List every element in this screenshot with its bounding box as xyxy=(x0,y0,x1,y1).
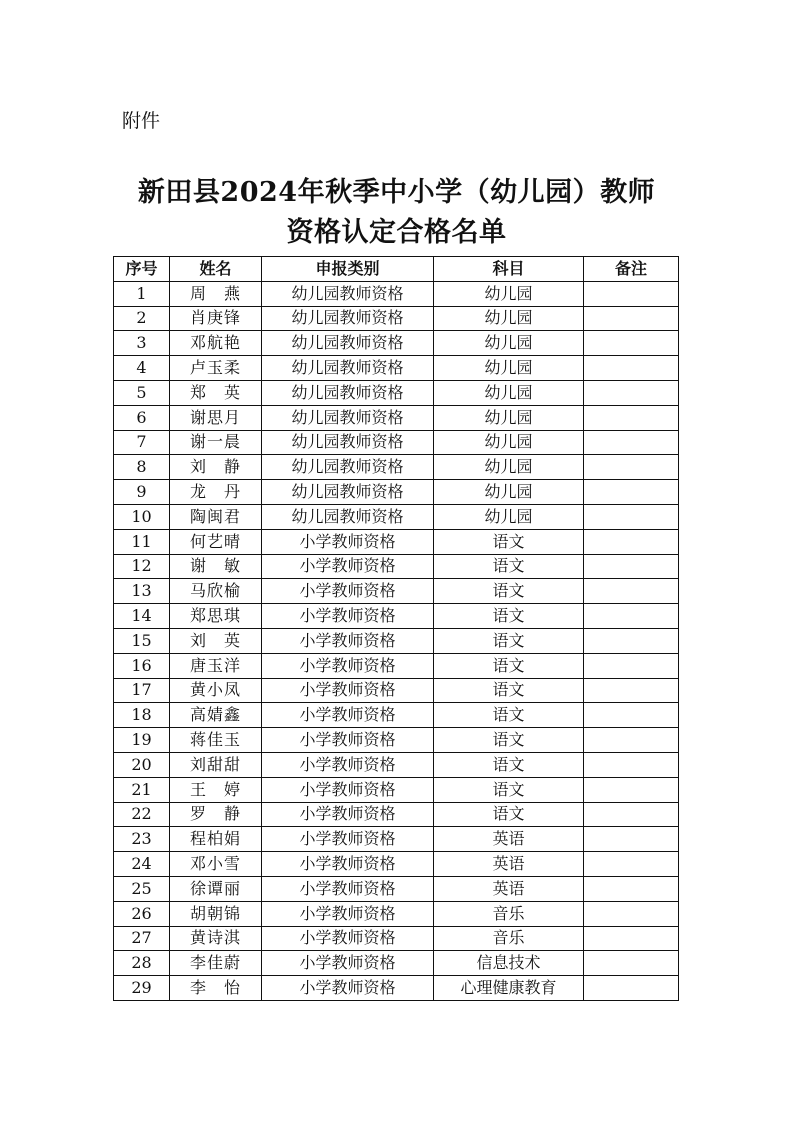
table-row xyxy=(114,901,679,926)
cell-name: 罗 静 xyxy=(170,802,262,827)
cell-serial-number: 13 xyxy=(114,579,170,604)
cell-notes xyxy=(584,901,679,926)
cell-name: 刘 静 xyxy=(170,455,262,480)
cell-application-type: 小学教师资格 xyxy=(262,604,434,629)
cell-name: 陶闽君 xyxy=(170,504,262,529)
table-row xyxy=(114,653,679,678)
cell-serial-number: 17 xyxy=(114,678,170,703)
cell-serial-number: 10 xyxy=(114,504,170,529)
cell-application-type: 小学教师资格 xyxy=(262,976,434,1001)
cell-subject: 幼儿园 xyxy=(434,281,584,306)
cell-serial-number: 19 xyxy=(114,728,170,753)
cell-application-type: 小学教师资格 xyxy=(262,554,434,579)
cell-serial-number: 11 xyxy=(114,529,170,554)
cell-name: 谢一晨 xyxy=(170,430,262,455)
qualified-teachers-table xyxy=(113,256,679,1001)
cell-name: 徐谭丽 xyxy=(170,876,262,901)
cell-subject: 语文 xyxy=(434,678,584,703)
cell-subject: 语文 xyxy=(434,554,584,579)
cell-name: 卢玉柔 xyxy=(170,356,262,381)
cell-serial-number: 8 xyxy=(114,455,170,480)
table-row xyxy=(114,728,679,753)
cell-notes xyxy=(584,926,679,951)
table-body xyxy=(114,281,679,1000)
cell-notes xyxy=(584,331,679,356)
header-subject: 科目 xyxy=(434,257,584,282)
table-row xyxy=(114,678,679,703)
cell-notes xyxy=(584,876,679,901)
cell-subject: 语文 xyxy=(434,653,584,678)
cell-subject: 语文 xyxy=(434,529,584,554)
cell-name: 何艺晴 xyxy=(170,529,262,554)
cell-serial-number: 15 xyxy=(114,628,170,653)
cell-serial-number: 25 xyxy=(114,876,170,901)
table-row xyxy=(114,430,679,455)
cell-name: 王 婷 xyxy=(170,777,262,802)
table-row xyxy=(114,628,679,653)
header-notes: 备注 xyxy=(584,257,679,282)
cell-application-type: 幼儿园教师资格 xyxy=(262,455,434,480)
cell-subject: 语文 xyxy=(434,752,584,777)
table-row xyxy=(114,306,679,331)
cell-application-type: 小学教师资格 xyxy=(262,777,434,802)
cell-name: 周 燕 xyxy=(170,281,262,306)
cell-name: 蒋佳玉 xyxy=(170,728,262,753)
cell-application-type: 幼儿园教师资格 xyxy=(262,331,434,356)
cell-subject: 幼儿园 xyxy=(434,405,584,430)
cell-subject: 英语 xyxy=(434,827,584,852)
cell-name: 马欣榆 xyxy=(170,579,262,604)
cell-application-type: 幼儿园教师资格 xyxy=(262,504,434,529)
cell-subject: 语文 xyxy=(434,802,584,827)
table-row xyxy=(114,876,679,901)
cell-subject: 语文 xyxy=(434,628,584,653)
cell-subject: 英语 xyxy=(434,852,584,877)
cell-serial-number: 23 xyxy=(114,827,170,852)
cell-application-type: 小学教师资格 xyxy=(262,901,434,926)
cell-name: 邓小雪 xyxy=(170,852,262,877)
table-row xyxy=(114,777,679,802)
cell-name: 黄诗淇 xyxy=(170,926,262,951)
table-row xyxy=(114,752,679,777)
cell-name: 程柏娟 xyxy=(170,827,262,852)
table-row xyxy=(114,480,679,505)
cell-serial-number: 26 xyxy=(114,901,170,926)
cell-name: 李 怡 xyxy=(170,976,262,1001)
cell-application-type: 小学教师资格 xyxy=(262,876,434,901)
cell-notes xyxy=(584,405,679,430)
cell-notes xyxy=(584,554,679,579)
cell-name: 郑 英 xyxy=(170,380,262,405)
cell-name: 胡朝锦 xyxy=(170,901,262,926)
cell-notes xyxy=(584,653,679,678)
cell-serial-number: 1 xyxy=(114,281,170,306)
cell-name: 邓航艳 xyxy=(170,331,262,356)
attachment-label: 附件 xyxy=(122,110,161,132)
cell-notes xyxy=(584,802,679,827)
cell-name: 郑思琪 xyxy=(170,604,262,629)
cell-serial-number: 20 xyxy=(114,752,170,777)
table-row xyxy=(114,827,679,852)
cell-subject: 语文 xyxy=(434,604,584,629)
cell-notes xyxy=(584,455,679,480)
cell-application-type: 小学教师资格 xyxy=(262,728,434,753)
cell-subject: 语文 xyxy=(434,703,584,728)
cell-notes xyxy=(584,604,679,629)
cell-application-type: 幼儿园教师资格 xyxy=(262,430,434,455)
cell-subject: 信息技术 xyxy=(434,951,584,976)
table-row xyxy=(114,281,679,306)
cell-application-type: 幼儿园教师资格 xyxy=(262,380,434,405)
cell-subject: 幼儿园 xyxy=(434,356,584,381)
document-title-line-1: 新田县2024年秋季中小学（幼儿园）教师 xyxy=(137,177,656,208)
cell-serial-number: 22 xyxy=(114,802,170,827)
table-row xyxy=(114,802,679,827)
header-application-type: 申报类别 xyxy=(262,257,434,282)
table-header-row xyxy=(114,257,679,282)
cell-serial-number: 27 xyxy=(114,926,170,951)
cell-name: 李佳蔚 xyxy=(170,951,262,976)
cell-notes xyxy=(584,579,679,604)
cell-serial-number: 16 xyxy=(114,653,170,678)
cell-serial-number: 21 xyxy=(114,777,170,802)
cell-serial-number: 2 xyxy=(114,306,170,331)
cell-application-type: 小学教师资格 xyxy=(262,802,434,827)
cell-subject: 英语 xyxy=(434,876,584,901)
table-row xyxy=(114,951,679,976)
cell-subject: 幼儿园 xyxy=(434,331,584,356)
cell-subject: 幼儿园 xyxy=(434,380,584,405)
table-row xyxy=(114,926,679,951)
cell-application-type: 小学教师资格 xyxy=(262,628,434,653)
cell-notes xyxy=(584,852,679,877)
cell-notes xyxy=(584,678,679,703)
cell-notes xyxy=(584,951,679,976)
cell-notes xyxy=(584,752,679,777)
cell-application-type: 幼儿园教师资格 xyxy=(262,306,434,331)
cell-subject: 心理健康教育 xyxy=(434,976,584,1001)
cell-application-type: 小学教师资格 xyxy=(262,529,434,554)
table-row xyxy=(114,604,679,629)
cell-notes xyxy=(584,504,679,529)
table-row xyxy=(114,405,679,430)
table-row xyxy=(114,529,679,554)
cell-application-type: 幼儿园教师资格 xyxy=(262,405,434,430)
cell-name: 高婧鑫 xyxy=(170,703,262,728)
table-row xyxy=(114,703,679,728)
cell-subject: 音乐 xyxy=(434,926,584,951)
cell-subject: 语文 xyxy=(434,728,584,753)
cell-subject: 音乐 xyxy=(434,901,584,926)
cell-name: 刘甜甜 xyxy=(170,752,262,777)
cell-notes xyxy=(584,380,679,405)
cell-application-type: 小学教师资格 xyxy=(262,653,434,678)
cell-subject: 幼儿园 xyxy=(434,480,584,505)
cell-serial-number: 9 xyxy=(114,480,170,505)
cell-name: 黄小凤 xyxy=(170,678,262,703)
cell-application-type: 小学教师资格 xyxy=(262,926,434,951)
cell-serial-number: 3 xyxy=(114,331,170,356)
table-row xyxy=(114,380,679,405)
table-row xyxy=(114,455,679,480)
cell-application-type: 小学教师资格 xyxy=(262,678,434,703)
table-row xyxy=(114,852,679,877)
cell-serial-number: 14 xyxy=(114,604,170,629)
table-row xyxy=(114,331,679,356)
cell-notes xyxy=(584,529,679,554)
table-row xyxy=(114,976,679,1001)
cell-notes xyxy=(584,703,679,728)
header-name: 姓名 xyxy=(170,257,262,282)
cell-serial-number: 12 xyxy=(114,554,170,579)
cell-application-type: 小学教师资格 xyxy=(262,579,434,604)
cell-notes xyxy=(584,827,679,852)
cell-application-type: 小学教师资格 xyxy=(262,951,434,976)
cell-subject: 幼儿园 xyxy=(434,455,584,480)
cell-subject: 语文 xyxy=(434,579,584,604)
cell-serial-number: 7 xyxy=(114,430,170,455)
table-row xyxy=(114,554,679,579)
cell-notes xyxy=(584,356,679,381)
cell-serial-number: 4 xyxy=(114,356,170,381)
cell-subject: 幼儿园 xyxy=(434,504,584,529)
cell-subject: 幼儿园 xyxy=(434,306,584,331)
cell-serial-number: 29 xyxy=(114,976,170,1001)
cell-notes xyxy=(584,430,679,455)
cell-application-type: 幼儿园教师资格 xyxy=(262,356,434,381)
cell-subject: 幼儿园 xyxy=(434,430,584,455)
cell-notes xyxy=(584,777,679,802)
cell-application-type: 小学教师资格 xyxy=(262,752,434,777)
cell-subject: 语文 xyxy=(434,777,584,802)
cell-name: 唐玉洋 xyxy=(170,653,262,678)
cell-name: 谢 敏 xyxy=(170,554,262,579)
cell-serial-number: 18 xyxy=(114,703,170,728)
cell-application-type: 幼儿园教师资格 xyxy=(262,281,434,306)
table-row xyxy=(114,579,679,604)
cell-notes xyxy=(584,628,679,653)
cell-name: 谢思月 xyxy=(170,405,262,430)
cell-serial-number: 5 xyxy=(114,380,170,405)
header-serial-number: 序号 xyxy=(114,257,170,282)
cell-name: 龙 丹 xyxy=(170,480,262,505)
cell-notes xyxy=(584,976,679,1001)
cell-serial-number: 28 xyxy=(114,951,170,976)
cell-serial-number: 6 xyxy=(114,405,170,430)
document-title-line-2: 资格认定合格名单 xyxy=(286,217,507,248)
cell-notes xyxy=(584,728,679,753)
cell-notes xyxy=(584,480,679,505)
cell-name: 肖庚锋 xyxy=(170,306,262,331)
cell-application-type: 小学教师资格 xyxy=(262,827,434,852)
table-row xyxy=(114,356,679,381)
cell-application-type: 小学教师资格 xyxy=(262,703,434,728)
cell-notes xyxy=(584,281,679,306)
cell-notes xyxy=(584,306,679,331)
cell-name: 刘 英 xyxy=(170,628,262,653)
cell-serial-number: 24 xyxy=(114,852,170,877)
cell-application-type: 小学教师资格 xyxy=(262,852,434,877)
cell-application-type: 幼儿园教师资格 xyxy=(262,480,434,505)
table-row xyxy=(114,504,679,529)
